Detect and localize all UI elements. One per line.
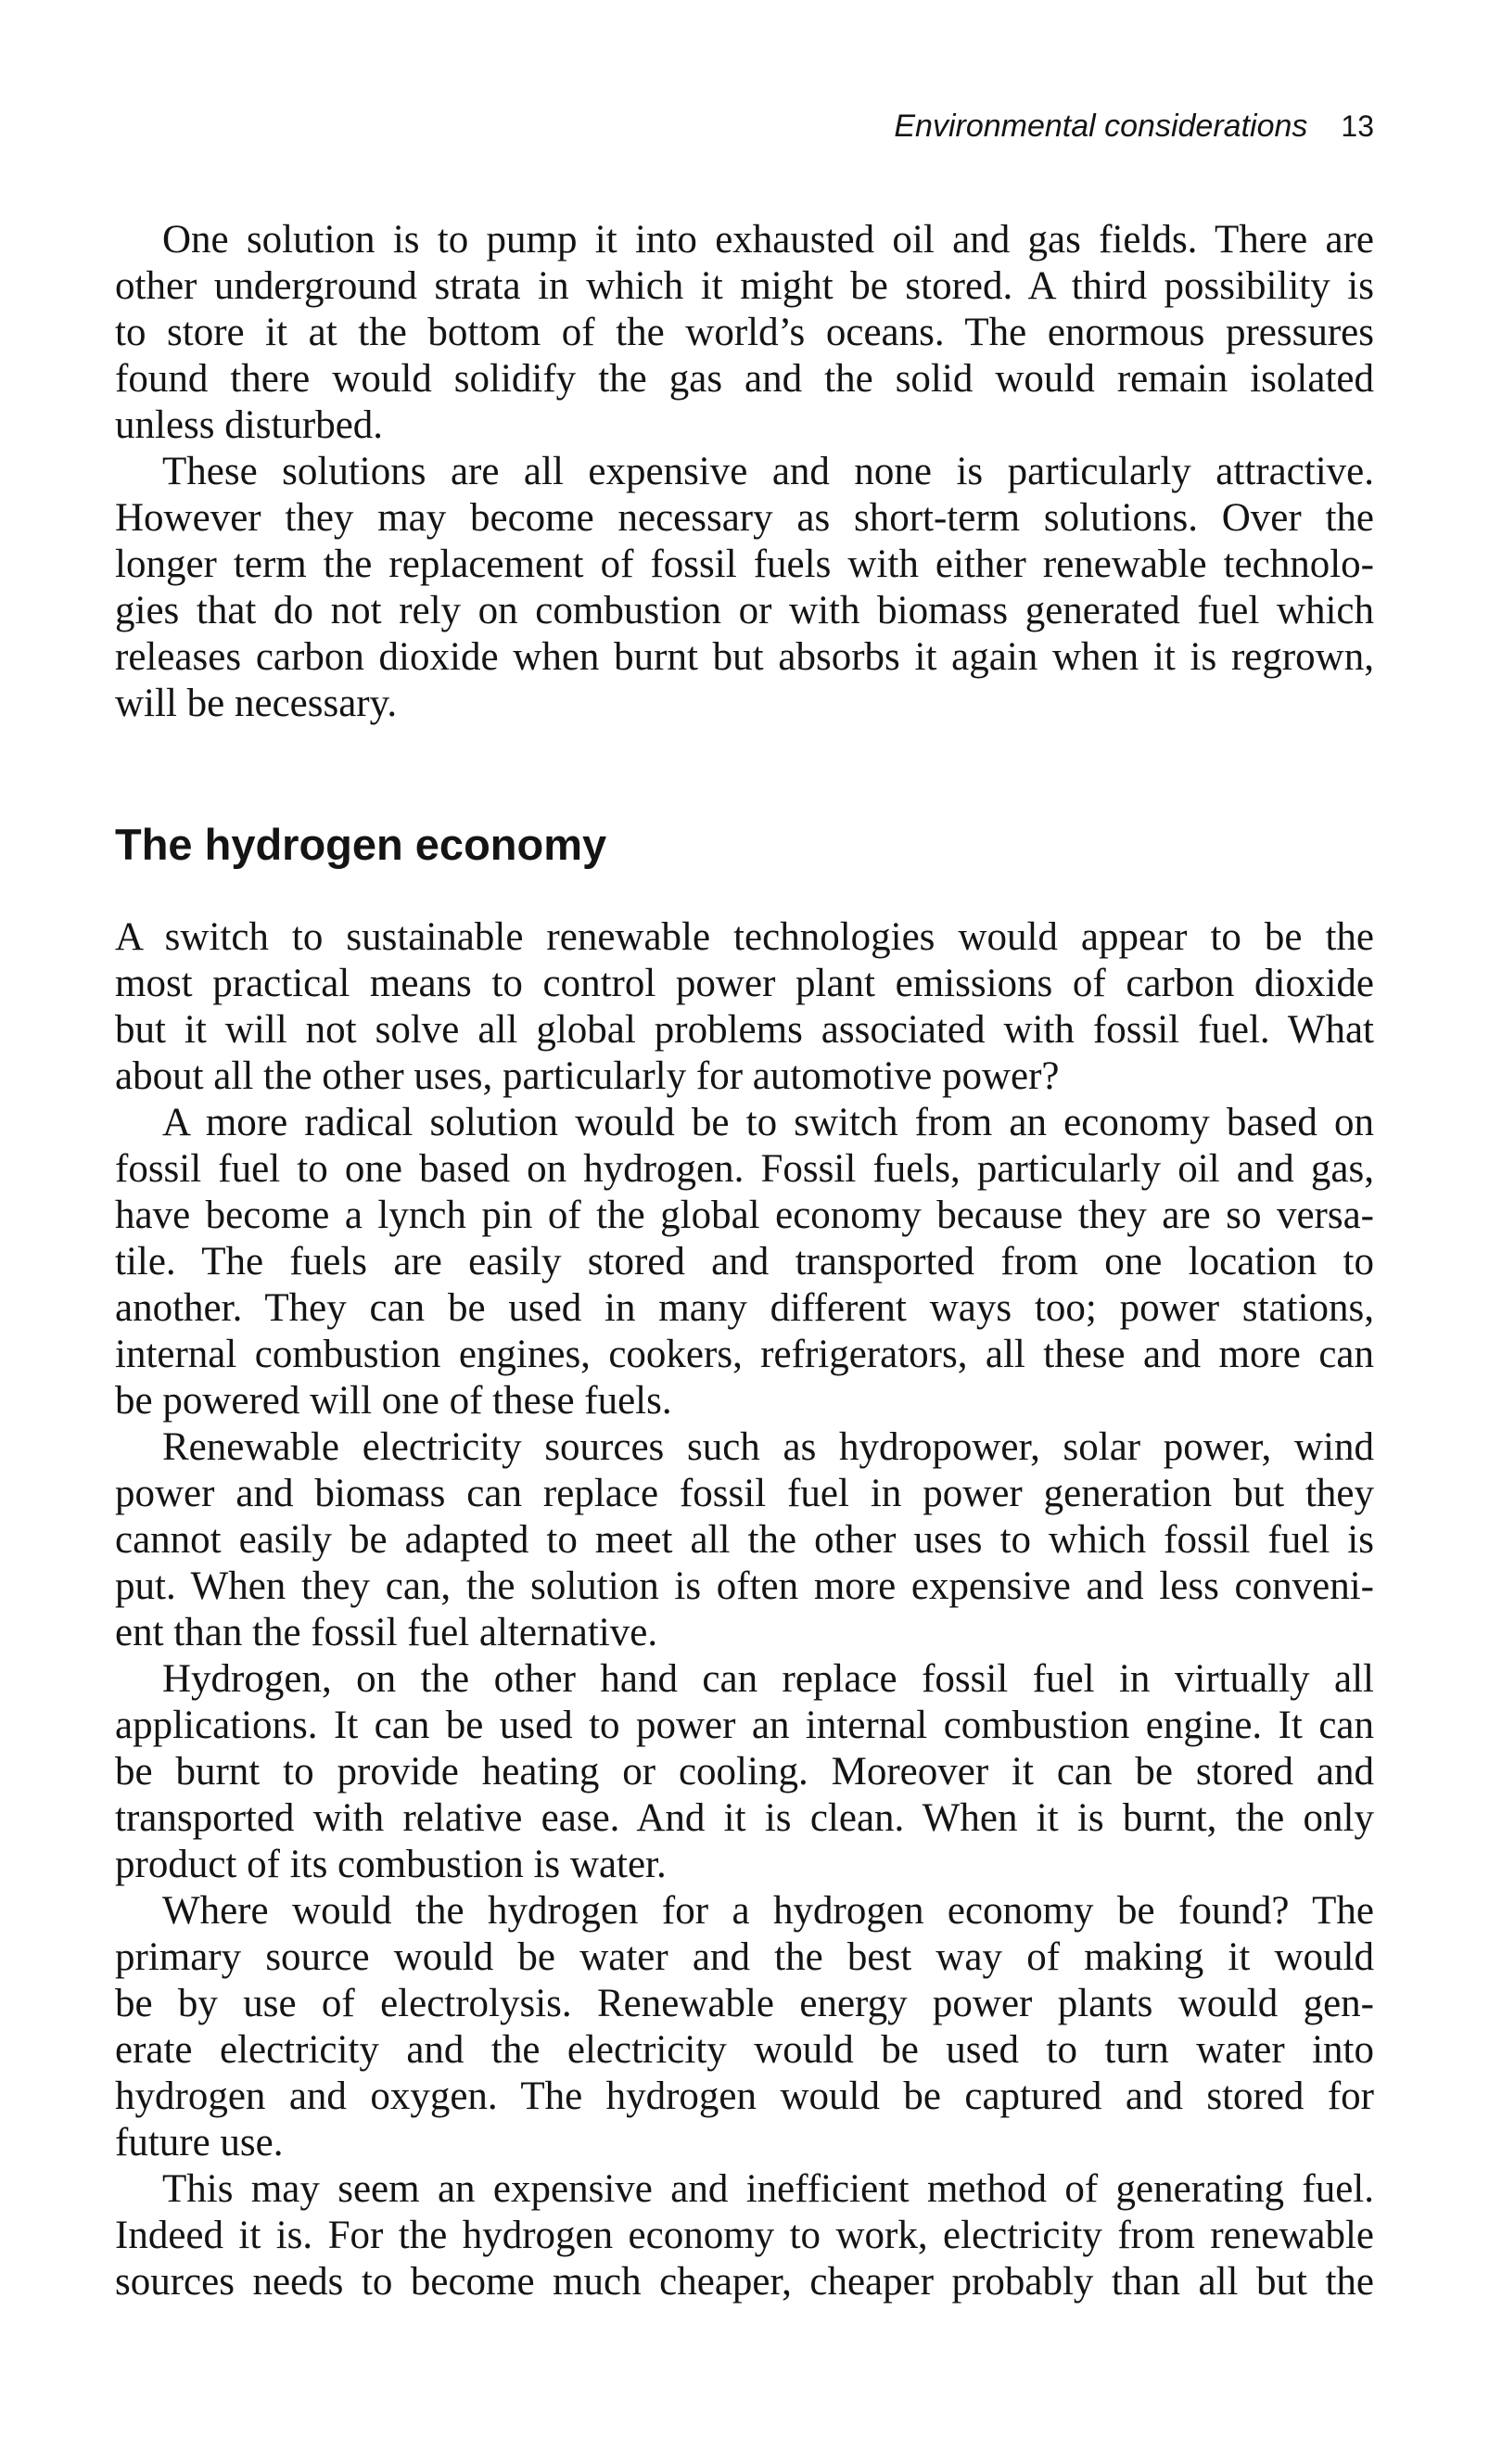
text-line: fossil fuel to one based on hydrogen. Fossil fuels, particularly oil and gas,	[115, 1147, 1374, 1191]
text-line: These solutions are all expensive and none is particularly attractive.	[162, 450, 1374, 493]
text-line: product of its combustion is water.	[115, 1843, 667, 1886]
paragraph	[115, 914, 1374, 1100]
text-line: Hydrogen, on the other hand can replace fossil fuel in virtually all	[162, 1657, 1374, 1701]
text-line: be powered will one of these fuels.	[115, 1379, 672, 1423]
text-line: most practical means to control power plant emissions of carbon dioxide	[115, 962, 1374, 1005]
text-line: about all the other uses, particularly for automotive power?	[115, 1054, 1060, 1098]
text-line: unless disturbed.	[115, 403, 384, 447]
text-line: primary source would be water and the best way of making it would	[115, 1935, 1374, 1979]
text-line: releases carbon dioxide when burnt but absorbs it again when it is regrown,	[115, 635, 1374, 679]
paragraph	[115, 2166, 1374, 2305]
text-line: power and biomass can replace fossil fuel in power generation but they	[115, 1472, 1374, 1515]
text-line: However they may become necessary as short-term solutions. Over the	[115, 496, 1374, 540]
section-body	[115, 914, 1374, 2305]
text-line: erate electricity and the electricity would be used to turn water into	[115, 2028, 1374, 2072]
text-line: Renewable electricity sources such as hydropower, solar power, wind	[162, 1425, 1374, 1469]
paragraph	[115, 217, 1374, 449]
text-line: be burnt to provide heating or cooling. Moreover it can be stored and	[115, 1750, 1374, 1794]
text-line: longer term the replacement of fossil fuels with either renewable technolo-	[115, 543, 1374, 586]
running-head	[115, 108, 1374, 151]
paragraph	[115, 1424, 1374, 1656]
text-line: will be necessary.	[115, 682, 398, 725]
text-line: hydrogen and oxygen. The hydrogen would be captured and stored for	[115, 2075, 1374, 2118]
text-line: found there would solidify the gas and the solid would remain isolated	[115, 357, 1374, 401]
text-line: but it will not solve all global problems associated with fossil fuel. What	[115, 1008, 1374, 1052]
paragraph	[115, 1100, 1374, 1424]
text-line: be by use of electrolysis. Renewable energy power plants would gen-	[115, 1982, 1374, 2025]
paragraph	[115, 449, 1374, 727]
text-line: gies that do not rely on combustion or with biomass generated fuel which	[115, 589, 1374, 632]
text-line: A more radical solution would be to switch from an economy based on	[162, 1101, 1374, 1144]
paragraph	[115, 1656, 1374, 1888]
text-line: applications. It can be used to power an internal combustion engine. It can	[115, 1704, 1374, 1747]
text-line: have become a lynch pin of the global economy because they are so versa-	[115, 1194, 1374, 1237]
page-number: 13	[1341, 109, 1374, 143]
text-line: Indeed it is. For the hydrogen economy to work, electricity from renewable	[115, 2214, 1374, 2257]
text-line: Where would the hydrogen for a hydrogen economy be found? The	[162, 1889, 1374, 1933]
text-line: A switch to sustainable renewable technologies would appear to be the	[115, 915, 1374, 959]
intro-text	[115, 217, 1374, 727]
text-line: future use.	[115, 2121, 284, 2164]
running-title: Environmental considerations	[894, 109, 1308, 144]
text-line: another. They can be used in many different ways too; power stations,	[115, 1286, 1374, 1330]
section-heading: The hydrogen economy	[115, 820, 607, 869]
text-line: sources needs to become much cheaper, cheaper probably than all but the	[115, 2260, 1374, 2304]
text-line: One solution is to pump it into exhausted oil and gas fields. There are	[162, 218, 1374, 262]
text-line: tile. The fuels are easily stored and transported from one location to	[115, 1240, 1374, 1283]
paragraph	[115, 1888, 1374, 2166]
text-line: ent than the fossil fuel alternative.	[115, 1611, 658, 1654]
text-line: to store it at the bottom of the world’s oceans. The enormous pressures	[115, 311, 1374, 354]
text-line: This may seem an expensive and inefficient method of generating fuel.	[162, 2167, 1374, 2211]
text-line: cannot easily be adapted to meet all the other uses to which fossil fuel is	[115, 1518, 1374, 1562]
text-line: transported with relative ease. And it is clean. When it is burnt, the only	[115, 1796, 1374, 1840]
text-line: put. When they can, the solution is often more expensive and less conveni-	[115, 1564, 1374, 1608]
text-line: internal combustion engines, cookers, refrigerators, all these and more can	[115, 1333, 1374, 1376]
text-line: other underground strata in which it might be stored. A third possibility is	[115, 264, 1374, 308]
